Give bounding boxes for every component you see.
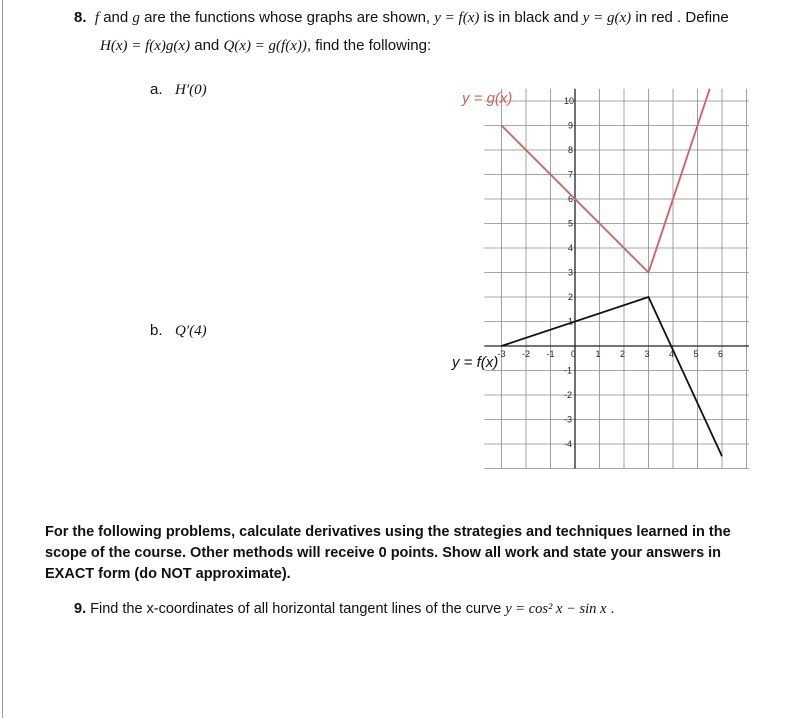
question-8-and-2: and: [190, 37, 224, 54]
question-8-text-4: , find the following:: [306, 37, 432, 54]
f-curve-label: y = f(x): [452, 354, 499, 371]
question-8-yg-eq: y = g(x): [582, 10, 632, 26]
graph-grid: [484, 89, 749, 469]
x-tick-label: -1: [546, 349, 555, 359]
question-9-equation: y = cos² x − sin x: [505, 601, 607, 617]
x-tick-label: 1: [595, 349, 601, 359]
question-8-h-def: H(x) = f(x)g(x): [100, 38, 191, 54]
question-8-number: 8.: [74, 9, 87, 26]
y-tick-label: 3: [568, 267, 574, 278]
x-tick-label: -2: [522, 349, 531, 359]
question-8-text-1: are the functions whose graphs are shown,: [139, 9, 435, 26]
y-tick-label: 10: [564, 96, 575, 106]
part-a-label: a.: [150, 81, 163, 98]
question-8-text-2: is in black and: [479, 9, 583, 26]
f-curve: [502, 297, 723, 456]
graph-axes: [484, 89, 749, 469]
x-tick-label: 6: [718, 349, 724, 359]
function-graph: [440, 70, 760, 470]
question-8-f: f: [94, 10, 100, 26]
g-curve-label: y = g(x): [462, 90, 513, 107]
y-tick-label: -2: [564, 390, 573, 400]
part-b-expression: Q′(4): [175, 323, 207, 339]
page-left-border: [2, 0, 3, 718]
x-tick-label: -3: [497, 349, 506, 359]
question-9-number: 9.: [74, 601, 87, 617]
question-8-and: and: [99, 9, 133, 26]
y-tick-label: 8: [568, 145, 574, 155]
part-b-label: b.: [150, 322, 163, 339]
g-curve: [502, 89, 710, 273]
question-8-line-1: [74, 9, 729, 27]
x-tick-label: 2: [620, 349, 626, 359]
question-8-line-2: [100, 37, 431, 55]
question-8-text-3: in red . Define: [631, 9, 729, 26]
y-tick-label: 9: [568, 120, 574, 131]
question-8-yf-eq: y = f(x): [434, 10, 480, 26]
part-b: [150, 322, 207, 340]
y-tick-label: -1: [564, 365, 573, 376]
part-a: [150, 81, 207, 99]
y-tick-label: 2: [568, 292, 574, 302]
x-tick-label: 0: [571, 349, 577, 359]
y-tick-label: 5: [568, 218, 574, 229]
instructions-paragraph: For the following problems, calculate derivatives using the strategies and techniques learned in the scope of the course. Other methods will receive 0 points. Show all work and state your answers in EXACT form (do NOT approximate).: [45, 524, 731, 582]
y-tick-label: 4: [568, 243, 574, 253]
question-8-g: g: [132, 10, 140, 26]
question-9-text: Find the x-coordinates of all horizontal tangent lines of the curve: [86, 601, 506, 617]
y-tick-label: 7: [568, 169, 574, 180]
y-tick-label: -4: [564, 439, 573, 449]
x-tick-label: 3: [644, 349, 650, 359]
y-tick-label: 6: [568, 194, 574, 204]
part-a-expression: H′(0): [175, 82, 207, 98]
y-tick-label: -3: [564, 414, 573, 425]
question-9-tail: .: [606, 601, 615, 617]
question-9: [74, 601, 615, 618]
x-tick-label: 4: [669, 349, 675, 359]
x-tick-label: 5: [693, 349, 699, 359]
y-tick-label: 1: [568, 316, 574, 327]
question-8-q-def: Q(x) = g(f(x)): [223, 38, 307, 54]
